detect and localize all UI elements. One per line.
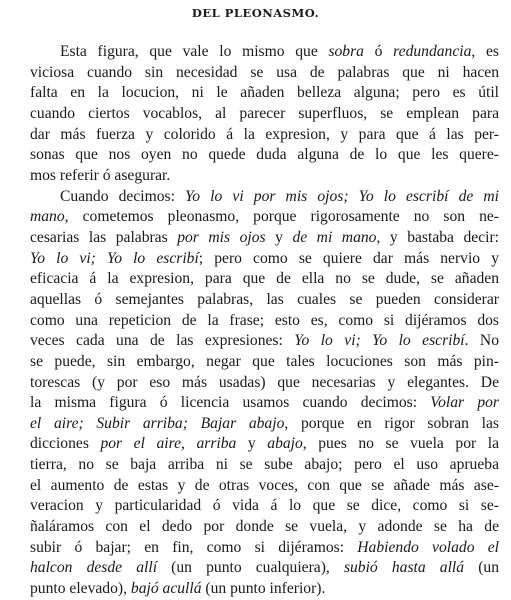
text-line: subir ó bajar; en fin, como si dijéramos: Habiendo volado el: [30, 538, 499, 556]
text-line: cuando ciertos vocablos, al parecer superfluos, se emplean para: [30, 104, 499, 122]
text-line: mano, cometemos pleonasmo, porque rigorosamente no son ne-: [30, 208, 499, 226]
text-line: eficacia á la expresion, para que de ella no se dude, se añaden: [30, 270, 499, 288]
text-line: aquellas ó semejantes palabras, las cuales se pueden considerar: [30, 290, 499, 308]
text-line: veracion y particularidad ó vida á lo que se dice, como si se-: [30, 497, 499, 515]
paragraph-1: [30, 42, 499, 187]
text-line: dar más fuerza y colorido á la expresion, y para que á las per-: [30, 125, 499, 143]
text-line: el aumento de estas y de otras voces, con que se añade más ase-: [30, 476, 499, 494]
text-line: halcon desde allí (un punto cualquiera), subió hasta allá (un: [30, 559, 499, 577]
text-line: Yo lo vi; Yo lo escribí; pero como se quiere dar más nervio y: [30, 249, 499, 267]
page-heading: DEL PLEONASMO.: [191, 6, 320, 20]
text-line: viciosa cuando sin necesidad se usa de palabras que ni hacen: [30, 63, 499, 81]
text-line: mos referir ó asegurar.: [30, 166, 171, 184]
text-line: Cuando decimos: Yo lo vi por mis ojos; Yo lo escribí de mi: [60, 187, 499, 205]
text-line: el aire; Subir arriba; Bajar abajo, porque en rigor sobran las: [30, 414, 499, 432]
text-line: torescas (y por eso más usadas) que necesarias y elegantes. De: [30, 373, 499, 391]
text-line: punto elevado), bajó acullá (un punto inferior).: [30, 580, 326, 598]
text-line: tierra, no se baja arriba ni se sube abajo; pero el uso aprueba: [30, 456, 499, 474]
text-line: ñaláramos con el dedo por donde se vuela, y adonde se ha de: [30, 518, 499, 536]
text-line: como una repeticion de la frase; esto es, como si dijéramos dos: [30, 311, 499, 329]
paragraph-2: [30, 187, 499, 600]
text-line: la misma figura ó licencia usamos cuando decimos: Volar por: [30, 394, 499, 412]
text-line: sonas que nos oyen no quede duda alguna de lo que les quere-: [30, 146, 499, 164]
text-line: dicciones por el aire, arriba y abajo, pues no se vuela por la: [30, 435, 499, 453]
text-line: se puede, sin embargo, negar que tales locuciones son más pin-: [30, 352, 499, 370]
text-line: cesarias las palabras por mis ojos y de mi mano, y bastaba decir:: [30, 228, 499, 246]
body-text: [30, 42, 499, 600]
text-line: veces cada una de las expresiones: Yo lo vi; Yo lo escribí. No: [30, 332, 499, 350]
text-line: falta en la locucion, ni le añaden belleza alguna; pero es útil: [30, 84, 499, 102]
text-line: Esta figura, que vale lo mismo que sobra ó redundancia, es: [60, 43, 499, 60]
